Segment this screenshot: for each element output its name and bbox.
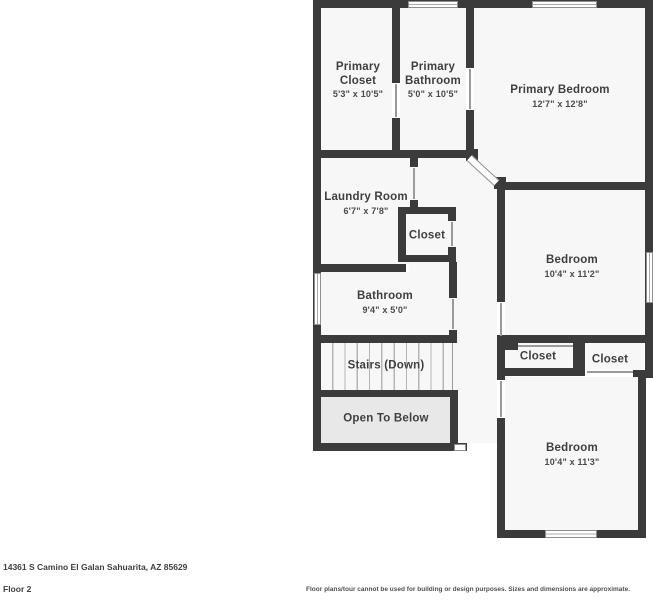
room-label-stairs (321, 359, 451, 373)
wall-segment (313, 443, 467, 451)
window-marker (545, 530, 597, 538)
room-label-bedroom-middle (502, 254, 642, 279)
door-opening (500, 303, 502, 336)
wall-segment (497, 335, 653, 343)
room-name: Primary Bathroom (405, 61, 461, 87)
wall-segment (466, 8, 474, 68)
room-name: Primary Bedroom (510, 83, 610, 96)
room-name: Stairs (Down) (347, 359, 425, 372)
window-marker (646, 252, 653, 303)
room-name: Closet (591, 353, 629, 366)
room-name: Bathroom (357, 289, 413, 302)
wall-segment (448, 247, 456, 262)
floor-label: Floor 2 (3, 584, 32, 594)
room-name: Primary Closet (335, 61, 381, 87)
room-label-hall-closet (392, 229, 462, 243)
room-name: Laundry Room (324, 190, 408, 203)
wall-segment (633, 370, 652, 377)
room-label-closet-right (575, 353, 645, 367)
room-dims: 5'3" x 10'5" (332, 89, 384, 99)
wall-segment (449, 262, 457, 298)
room-dims: 5'0" x 10'5" (407, 89, 459, 99)
disclaimer-text: Floor plans/tour cannot be used for building or design purposes. Sizes and dimensions are approximate. (306, 586, 630, 593)
wall-segment (313, 264, 406, 272)
wall-segment (313, 335, 457, 343)
wall-segment (313, 0, 653, 8)
room-dims: 10'4" x 11'3" (544, 456, 600, 467)
room-dims: 6'7" x 7'8" (343, 205, 389, 216)
room-label-closet-left (503, 350, 573, 364)
wall-segment (410, 158, 418, 167)
wall-segment (497, 418, 505, 538)
room-name: Closet (408, 229, 446, 242)
wall-segment (449, 330, 457, 343)
room-dims: 10'4" x 11'2" (544, 268, 600, 279)
door-opening (452, 299, 454, 329)
room-name: Bedroom (546, 253, 598, 266)
room-name: Closet (519, 350, 557, 363)
door-opening (454, 444, 466, 451)
wall-segment (448, 207, 456, 221)
wall-segment (497, 182, 653, 190)
wall-segment (497, 190, 505, 302)
wall-segment (313, 390, 458, 397)
property-address: 14361 S Camino El Galan Sahuarita, AZ 85629 (3, 562, 188, 572)
door-opening (500, 381, 502, 417)
room-label-laundry (296, 191, 436, 216)
room-label-bedroom-bottom (502, 442, 642, 467)
room-label-primary-closet (318, 61, 398, 99)
room-dims: 9'4" x 5'0" (362, 304, 408, 315)
window-marker (314, 273, 321, 325)
room-name: Bedroom (546, 441, 598, 454)
room-dims: 12'7" x 12'8" (532, 98, 588, 109)
door-opening (518, 345, 573, 347)
room-label-primary-bedroom (460, 84, 653, 109)
stairs-edge-line (452, 343, 454, 390)
window-marker (408, 1, 458, 8)
room-label-bathroom (325, 290, 445, 315)
room-label-open-to-below (316, 412, 456, 426)
door-opening (587, 371, 633, 373)
wall-segment (392, 118, 400, 158)
window-marker (532, 1, 597, 8)
wall-segment (497, 368, 585, 376)
room-name: Open To Below (343, 412, 429, 425)
